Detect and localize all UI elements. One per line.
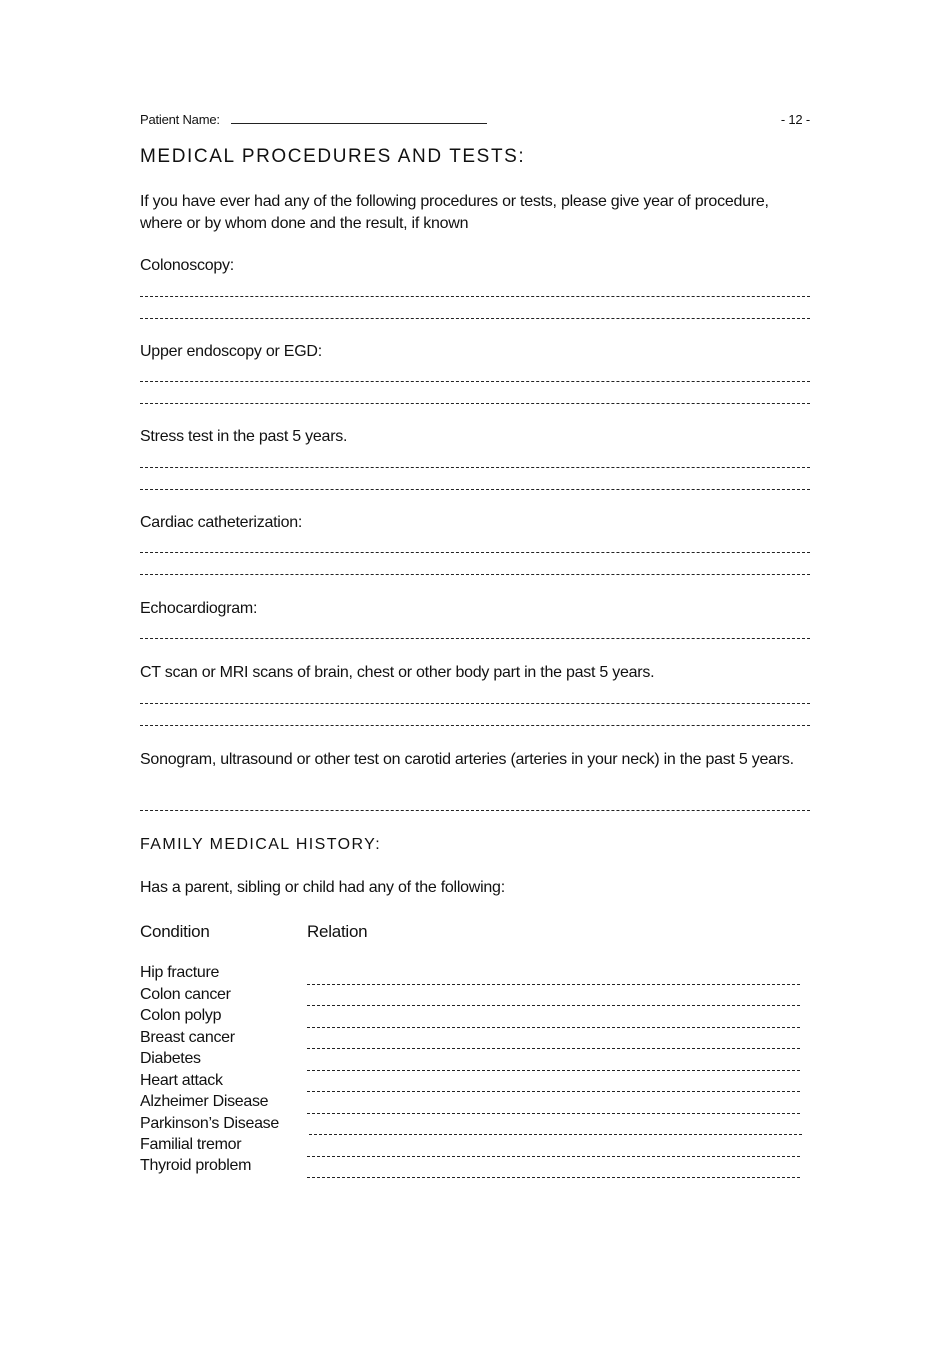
procedure-label-endoscopy: Upper endoscopy or EGD: [140,343,322,360]
condition-colon-cancer: Colon cancer [140,986,231,1003]
procedure-label-echocardiogram: Echocardiogram: [140,600,258,617]
relation-line-parkinsons[interactable] [309,1134,802,1135]
relation-line-alzheimer[interactable] [307,1113,800,1114]
procedure-answer-line[interactable] [140,703,810,704]
condition-colon-polyp: Colon polyp [140,1007,222,1024]
procedure-answer-line[interactable] [140,810,810,811]
procedure-answer-line[interactable] [140,574,810,575]
procedure-answer-line[interactable] [140,467,810,468]
condition-thyroid: Thyroid problem [140,1157,252,1174]
procedure-label-cardiac-cath: Cardiac catheterization: [140,514,303,531]
procedure-label-stress-test: Stress test in the past 5 years. [140,428,348,445]
relation-line-hip-fracture[interactable] [307,984,800,985]
relation-line-thyroid[interactable] [307,1177,800,1178]
procedure-answer-line[interactable] [140,296,810,297]
procedure-label-sonogram: Sonogram, ultrasound or other test on carotid arteries (arteries in your neck) in the past 5 years. [140,751,794,768]
procedures-intro: If you have ever had any of the following procedures or tests, please give year of procedure, where or by whom done and the result, if known [140,193,769,232]
family-history-title: FAMILY MEDICAL HISTORY: [140,836,382,853]
patient-name-label: Patient Name: [140,112,220,127]
procedure-label-colonoscopy: Colonoscopy: [140,257,234,274]
condition-parkinsons: Parkinson’s Disease [140,1115,279,1132]
condition-familial-tremor: Familial tremor [140,1136,242,1153]
condition-hip-fracture: Hip fracture [140,964,220,981]
procedure-answer-line[interactable] [140,552,810,553]
document-page [140,0,810,1345]
column-header-condition: Condition [140,922,210,941]
procedure-label-ct-mri: CT scan or MRI scans of brain, chest or other body part in the past 5 years. [140,664,655,681]
relation-line-heart-attack[interactable] [307,1091,800,1092]
patient-name-field[interactable] [231,123,487,124]
procedure-answer-line[interactable] [140,489,810,490]
relation-line-colon-cancer[interactable] [307,1005,800,1006]
condition-breast-cancer: Breast cancer [140,1029,235,1046]
family-history-question: Has a parent, sibling or child had any of the following: [140,879,505,896]
procedure-answer-line[interactable] [140,725,810,726]
relation-line-colon-polyp[interactable] [307,1027,800,1028]
column-header-relation: Relation [307,922,368,941]
procedure-answer-line[interactable] [140,403,810,404]
page-number: - 12 - [780,112,810,127]
procedures-title: MEDICAL PROCEDURES AND TESTS: [140,146,526,167]
relation-line-diabetes[interactable] [307,1070,800,1071]
condition-alzheimer: Alzheimer Disease [140,1093,269,1110]
procedure-answer-line[interactable] [140,638,810,639]
condition-heart-attack: Heart attack [140,1072,223,1089]
procedure-answer-line[interactable] [140,318,810,319]
procedure-answer-line[interactable] [140,381,810,382]
condition-diabetes: Diabetes [140,1050,201,1067]
relation-line-breast-cancer[interactable] [307,1048,800,1049]
relation-line-familial-tremor[interactable] [307,1156,800,1157]
